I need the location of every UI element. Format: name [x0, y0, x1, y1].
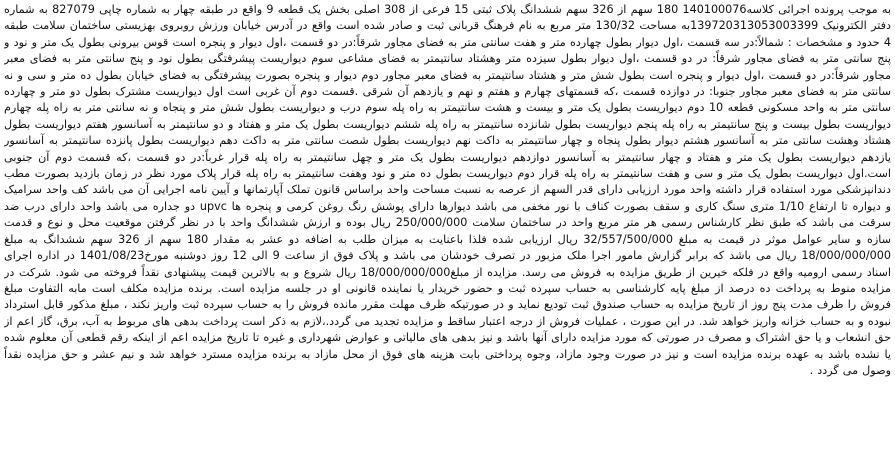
notice-body-text: به موجب پرونده اجرائی کلاسه140100076 180 سهم از 326 سهم ششدانگ پلاک ثبتی 15 فرعی از 308 اصلی بخش یک قطعه 9 واقع در طبقه چهار به شماره چاپی 827079 به شماره دفتر الکترونیک 139720313053003399به مساحت 130/32 متر مربع به نام فرهنگ قربانی ثبت و صادر شده است واقع در آدرس خیابان ورزش روبروی بهزیستی ساختمان سلامت طبقه 4 حدود و مشخصات : شمالاً:در سه قسمت ،اول دیوار بطول چهارده متر و هفت سانتی متر به فضای مجاور شرقاً:در دو قسمت ،اول دیوار و پنجره است قوس بیرونی بطول یک متر و نود و پنج سانتی متر به فضای مجاور شرقاً: در دو قسمت ،اول دیوار بطول سیزده متر وهشتاد سانتیمتر به فضای مشاعی سوم دیواریست پیشرفتگی بطول نود و پنج سانتی متر به فضای معبر مجاور شرقاً:در دو قسمت ،اول دیوار و پنجره است بطول شش متر و هشتاد سانتیمتر به فضای معبر مجاور دوم دیوار و پنجره بصورت پیشرفتگی به فضای خیابان بطول ده متر و سی و نه سانتی متر به فضای معبر مجاور جنوبا: در دوازده قسمت ،که قسمتهای چهارم و هفتم و نهم و یازدهم آن شرقی .قسمت دوم آن غربی است اول دیواریست مشترک بطول دو متر و چهارده سانتی متر به واحد مسکونی قطعه 10 دوم دیواریست بطول یک متر و بیست و هشت سانتیمتر به راه پله سوم درب و دیواریست بطول شش متر و پنجاه و نه سانتی متر به راه پله چهارم دیواریست بطول بیست و پنج سانتیمتر به راه پله پنجم دیواریست بطول شانزده سانتیمتر به راه پله ششم دیواریست بطول یک متر و هفتاد و دو سانتیمتر به آسانسور هفتم دیواریست بطول هشتاد وهشت سانتی متر به آسانسور هشتم دیوار بطول پنجاه و چهار سانتیمتر به داکت نهم دیواریست بطول شصت سانتی متر به داکت دهم دیواریست بطول پانزده سانتیمتر به آسانسور یازدهم دیواریست بطول یک متر و هفتاد و چهار سانتیمتر به آسانسور دوازدهم دیواریست بطول یک متر و چهل سانتیمتر به راه پله قرار غرباً:در دو قسمت ،که قسمت دوم آن جنوبی است.اول دیواریست بطول یک متر و سی و هفت سانتیمتر به راه پله قرار دوم دیواریست بطول ده متر و نود وهفت سانتیمتر به راه پله قرار پلاک مورد نظر در زمان بازدید بصورت مطب دندانپزشکی مورد استفاده قرار داشته واحد مورد ارزیابی دارای قدر السهم از عرصه به نسبت مساحت واحد براساس قانون تملک آپارتمانها و آیین نامه اجرایی آن می باشد کف واحد سرامیک و دیواره تا ارتفاع 1/10 متری سنگ کاری و سقف بصورت کناف با نور مخفی می باشد دیوارها دارای پوشش رنگ روغن کرمی و پنجره ها upvc دو جداره می باشد واحد دارای درب ضد سرقت می باشد که طبق نظر کارشناس رسمی هر متر مربع واحد در ساختمان سلامت 250/000/000 ریال بوده و ارزش ششدانگ واحد با در نظر گرفتن موقعیت محل و نوع و قدمت سازه و سایر عوامل موثر در قیمت به مبلغ 32/557/500/000 ریال ارزیابی شده فلذا باعنایت به میزان طلب به اضافه دو عشر به مقدار 180 سهم از 326 سهم ششدانگ به مبلغ 18/000/000/000 ریال می باشد که برابر گزارش مامور اجرا ملک مزبور در تصرف خودشان می باشد و پلاک فوق از ساعت 9 الی 12 روز دوشنبه مورخ1401/08/23 در اداره اجرای اسناد رسمی ارومیه واقع در فلکه خیرین از طریق مزایده به فروش می رسد. مزایده از مبلغ18/000/000/000 ریال شروع و به بالاترین قیمت پیشنهادی نقداً فروخته می شود. شرکت در مزایده منوط به پرداخت ده درصد از مبلغ پایه کارشناسی به حساب سپرده ثبت و حضور خریدار یا نماینده قانونی او در جلسه مزایده است. برنده مزایده مکلف است مابه التفاوت مبلغ فروش را ظرف مدت پنج روز از تاریخ مزایده به حساب صندوق ثبت تودیع نماید و در صورتیکه ظرف مهلت مقرر مانده فروش را به حساب سپرده ثبت واریز نکند ، مبلغ مذکور قابل استرداد نبوده و به حساب خزانه واریز خواهد شد. در این صورت ، عملیات فروش از درجه اعتبار ساقط و مزایده تجدید می گردد.،لازم به ذکر است پرداخت بدهی های مربوط به آب، برق، گاز اعم از حق انشعاب و یا حق اشتراک و مصرف در صورتی که مورد مزایده دارای آنها باشد و نیز بدهی های مالیاتی و عوارض شهرداری و غیره تا تاریخ مزایده اعم از اینکه رقم قطعی آن معلوم شده یا نشده باشد به عهده برنده مزایده است و نیز در صورت وجود مازاد، وجوه پرداختی بابت هزینه های فوق از محل مازاد به برنده مزایده مسترد خواهد شد و نیم عشر و حق مزایده نقداً وصول می گردد . [4, 3, 891, 377]
auction-notice-document [4, 2, 891, 469]
